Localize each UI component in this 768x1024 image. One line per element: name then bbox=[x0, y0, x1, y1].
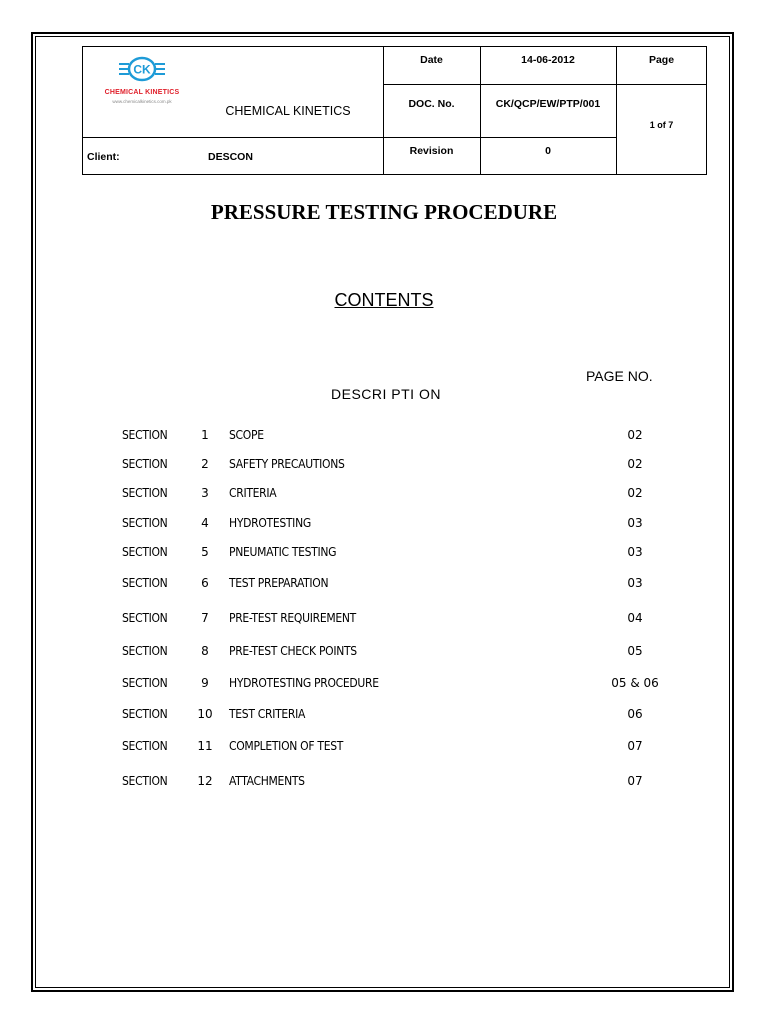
page-value: 1 of 7 bbox=[649, 120, 674, 130]
date-label: Date bbox=[420, 54, 443, 66]
logo-url: www.chemicalkinetics.com.pk bbox=[112, 99, 172, 104]
toc-row bbox=[0, 486, 768, 504]
company-name: CHEMICAL KINETICS bbox=[225, 104, 351, 118]
toc-row bbox=[0, 774, 768, 792]
toc-page-number: 03 bbox=[627, 516, 643, 530]
logo-mark-text: CK bbox=[133, 62, 151, 77]
toc-page-number: 03 bbox=[627, 545, 643, 559]
toc-section-title: ATTACHMENTS bbox=[229, 774, 305, 788]
toc-section-number: 12 bbox=[197, 774, 213, 788]
toc-section-number: 7 bbox=[201, 611, 209, 625]
toc-row bbox=[0, 576, 768, 594]
document-title: PRESSURE TESTING PROCEDURE bbox=[210, 200, 558, 224]
toc-page-number: 02 bbox=[627, 457, 643, 471]
page-label: Page bbox=[648, 54, 675, 66]
toc-page-number: 07 bbox=[627, 774, 643, 788]
toc-row bbox=[0, 516, 768, 534]
toc-section-title: SCOPE bbox=[229, 428, 264, 442]
document-header-table bbox=[82, 46, 707, 175]
toc-section-label: SECTION bbox=[122, 611, 168, 625]
toc-section-label: SECTION bbox=[122, 739, 168, 753]
toc-section-title: PNEUMATIC TESTING bbox=[229, 545, 337, 559]
toc-section-number: 10 bbox=[197, 707, 213, 721]
toc-section-number: 6 bbox=[201, 576, 209, 590]
toc-page-number: 04 bbox=[627, 611, 643, 625]
logo-company-name: CHEMICAL KINETICS bbox=[104, 89, 180, 96]
toc-section-title: SAFETY PRECAUTIONS bbox=[229, 457, 345, 471]
company-logo bbox=[97, 53, 187, 125]
toc-row bbox=[0, 611, 768, 629]
client-value: DESCON bbox=[208, 150, 253, 163]
toc-page-number: 02 bbox=[627, 428, 643, 442]
toc-section-title: CRITERIA bbox=[229, 486, 277, 500]
toc-section-number: 3 bbox=[201, 486, 209, 500]
toc-row bbox=[0, 707, 768, 725]
toc-row bbox=[0, 644, 768, 662]
toc-section-number: 8 bbox=[201, 644, 209, 658]
doc-no-label: DOC. No. bbox=[408, 98, 455, 110]
toc-section-title: HYDROTESTING PROCEDURE bbox=[229, 676, 379, 690]
toc-row bbox=[0, 739, 768, 757]
toc-section-label: SECTION bbox=[122, 774, 168, 788]
toc-section-number: 2 bbox=[201, 457, 209, 471]
contents-heading bbox=[0, 290, 768, 311]
toc-section-label: SECTION bbox=[122, 428, 168, 442]
toc-section-label: SECTION bbox=[122, 457, 168, 471]
revision-value: 0 bbox=[545, 145, 551, 157]
toc-page-number: 07 bbox=[627, 739, 643, 753]
contents-heading-text: CONTENTS bbox=[334, 290, 434, 310]
toc-row bbox=[0, 676, 768, 694]
toc-section-title: PRE-TEST REQUIREMENT bbox=[229, 611, 356, 625]
client-label: Client: bbox=[87, 150, 120, 163]
toc-section-number: 5 bbox=[201, 545, 209, 559]
toc-row bbox=[0, 428, 768, 446]
toc-section-label: SECTION bbox=[122, 707, 168, 721]
date-value: 14-06-2012 bbox=[521, 54, 575, 66]
toc-page-number: 03 bbox=[627, 576, 643, 590]
page-border-inner bbox=[35, 36, 730, 988]
doc-no-value: CK/QCP/EW/PTP/001 bbox=[495, 98, 601, 110]
toc-section-number: 4 bbox=[201, 516, 209, 530]
toc-section-title: HYDROTESTING bbox=[229, 516, 311, 530]
toc-section-label: SECTION bbox=[122, 644, 168, 658]
toc-row bbox=[0, 457, 768, 475]
toc-section-label: SECTION bbox=[122, 516, 168, 530]
toc-section-title: TEST PREPARATION bbox=[229, 576, 329, 590]
toc-section-number: 11 bbox=[197, 739, 213, 753]
toc-page-number: 02 bbox=[627, 486, 643, 500]
ck-logo-icon bbox=[119, 55, 165, 85]
page-no-column-header: PAGE NO. bbox=[586, 368, 653, 384]
toc-section-number: 9 bbox=[201, 676, 209, 690]
toc-row bbox=[0, 545, 768, 563]
toc-section-label: SECTION bbox=[122, 676, 168, 690]
toc-section-title: COMPLETION OF TEST bbox=[229, 739, 344, 753]
toc-page-number: 05 bbox=[627, 644, 643, 658]
toc-section-label: SECTION bbox=[122, 486, 168, 500]
toc-page-number: 05 & 06 bbox=[611, 676, 659, 690]
description-column-header: DESCRI PTI ON bbox=[331, 386, 441, 402]
toc-section-title: TEST CRITERIA bbox=[229, 707, 306, 721]
toc-section-number: 1 bbox=[201, 428, 209, 442]
toc-section-title: PRE-TEST CHECK POINTS bbox=[229, 644, 357, 658]
revision-label: Revision bbox=[409, 145, 454, 157]
toc-section-label: SECTION bbox=[122, 576, 168, 590]
toc-page-number: 06 bbox=[627, 707, 643, 721]
toc-section-label: SECTION bbox=[122, 545, 168, 559]
